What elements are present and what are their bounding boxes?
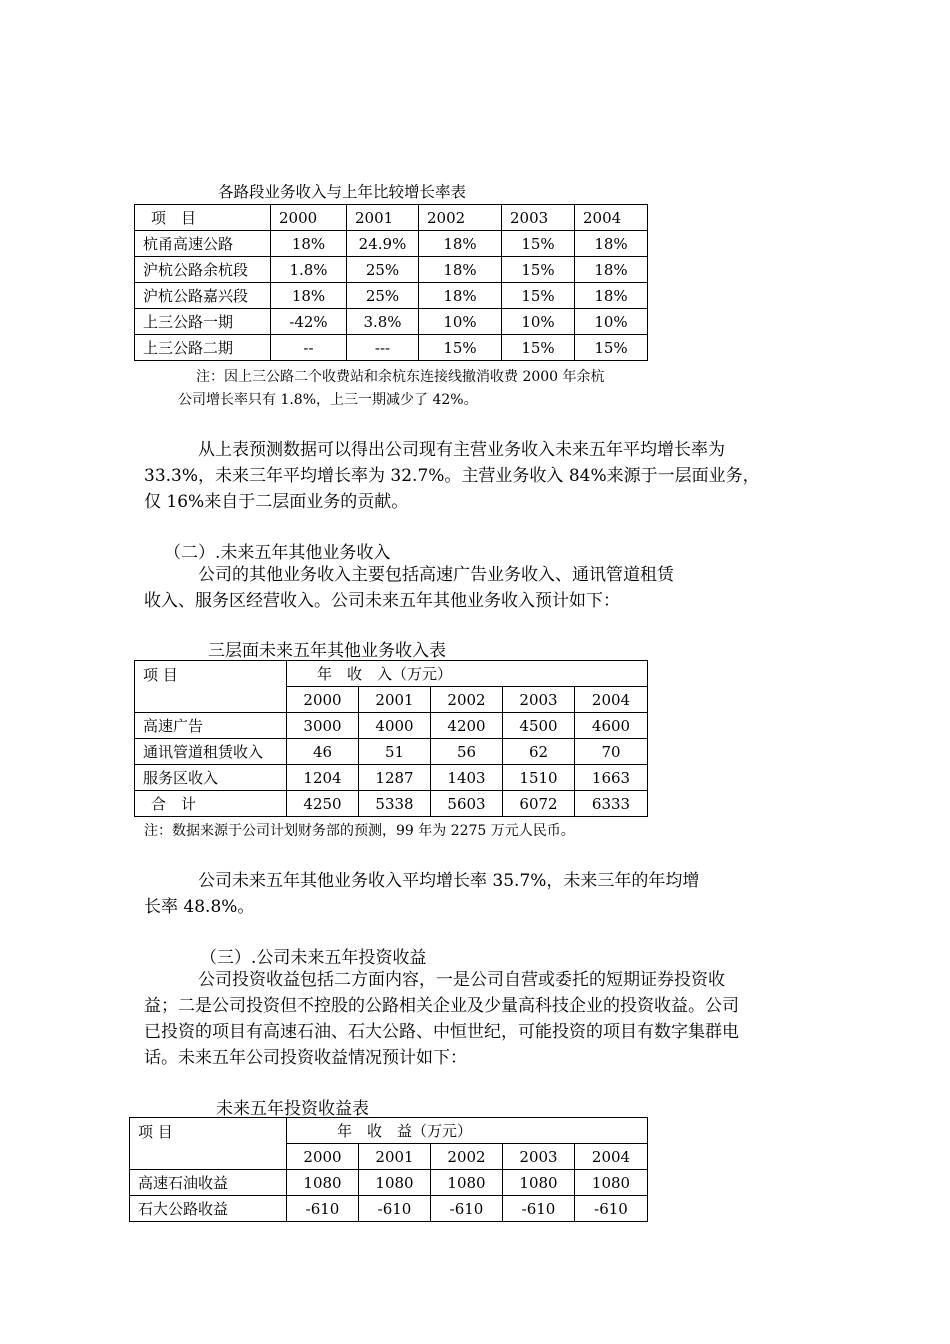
table-cell: 10% bbox=[419, 309, 502, 335]
section2-paragraph-line1: 公司的其他业务收入主要包括高速广告业务收入、通讯管道租赁 bbox=[198, 565, 674, 585]
year-header: 2004 bbox=[575, 687, 648, 713]
table2-note: 注：数据来源于公司计划财务部的预测，99 年为 2275 万元人民币。 bbox=[144, 823, 575, 839]
table-cell: 1080 bbox=[575, 1170, 648, 1196]
section2-heading: （二）.未来五年其他业务收入 bbox=[164, 543, 391, 563]
investment-income-table bbox=[129, 1117, 648, 1222]
table-header-row bbox=[135, 205, 648, 231]
table-cell: 18% bbox=[575, 257, 648, 283]
table-cell: 1080 bbox=[287, 1170, 359, 1196]
paragraph-1-line1: 从上表预测数据可以得出公司现有主营业务收入未来五年平均增长率为 bbox=[198, 440, 725, 460]
table-cell: 4000 bbox=[359, 713, 431, 739]
row-label: 合 计 bbox=[135, 791, 287, 817]
table1-title: 各路段业务收入与上年比较增长率表 bbox=[218, 183, 467, 201]
table-cell: 70 bbox=[575, 739, 648, 765]
table-cell: 4500 bbox=[503, 713, 575, 739]
table-row bbox=[130, 1170, 648, 1196]
table-cell: --- bbox=[347, 335, 419, 361]
table-row bbox=[135, 335, 648, 361]
row-label: 沪杭公路嘉兴段 bbox=[135, 283, 271, 309]
table-cell: 1080 bbox=[431, 1170, 503, 1196]
table-cell: 18% bbox=[271, 283, 347, 309]
section3-heading: （三）.公司未来五年投资收益 bbox=[200, 948, 427, 968]
paragraph-2-line2: 长率 48.8%。 bbox=[144, 897, 255, 917]
table-row bbox=[135, 765, 648, 791]
section3-paragraph-line2: 益；二是公司投资但不控股的公路相关企业及少量高科技企业的投资收益。公司 bbox=[144, 996, 739, 1016]
year-header: 2001 bbox=[359, 687, 431, 713]
table1-note-line1: 注：因上三公路二个收费站和余杭东连接线撤消收费 2000 年余杭 bbox=[196, 369, 605, 385]
table-cell: 1663 bbox=[575, 765, 648, 791]
table-cell: 62 bbox=[503, 739, 575, 765]
section3-paragraph-line3: 已投资的项目有高速石油、石大公路、中恒世纪，可能投资的项目有数字集群电 bbox=[144, 1022, 739, 1042]
table-cell: 1287 bbox=[359, 765, 431, 791]
table-cell: 4200 bbox=[431, 713, 503, 739]
table-cell: 18% bbox=[575, 283, 648, 309]
table-cell: -610 bbox=[575, 1196, 648, 1222]
header-cell: 2000 bbox=[271, 205, 347, 231]
table-cell: 4600 bbox=[575, 713, 648, 739]
item-header: 项 目 bbox=[135, 661, 287, 713]
table-cell: 15% bbox=[419, 335, 502, 361]
table-cell: 15% bbox=[502, 231, 575, 257]
table-cell: -610 bbox=[287, 1196, 359, 1222]
table-row bbox=[135, 739, 648, 765]
table-cell: 3.8% bbox=[347, 309, 419, 335]
row-label: 上三公路一期 bbox=[135, 309, 271, 335]
section3-paragraph-line1: 公司投资收益包括二方面内容，一是公司自营或委托的短期证券投资收 bbox=[198, 970, 725, 990]
table1-note-line2: 公司增长率只有 1.8%，上三一期减少了 42%。 bbox=[178, 392, 478, 408]
header-cell: 2001 bbox=[347, 205, 419, 231]
table-cell: 18% bbox=[575, 231, 648, 257]
table-header-row bbox=[135, 661, 648, 687]
table-cell: 1510 bbox=[503, 765, 575, 791]
growth-rate-table bbox=[134, 204, 648, 361]
year-header: 2003 bbox=[503, 1144, 575, 1170]
paragraph-1-line3: 仅 16%来自于二层面业务的贡献。 bbox=[144, 492, 409, 512]
table-cell: -610 bbox=[503, 1196, 575, 1222]
row-label: 高速广告 bbox=[135, 713, 287, 739]
table-cell: 1.8% bbox=[271, 257, 347, 283]
row-label: 石大公路收益 bbox=[130, 1196, 287, 1222]
table-cell: 1080 bbox=[359, 1170, 431, 1196]
row-label: 杭甬高速公路 bbox=[135, 231, 271, 257]
table-cell: 51 bbox=[359, 739, 431, 765]
year-header: 2004 bbox=[575, 1144, 648, 1170]
header-cell: 2003 bbox=[502, 205, 575, 231]
table-cell: 18% bbox=[419, 231, 502, 257]
table-cell: 25% bbox=[347, 257, 419, 283]
table-row bbox=[135, 231, 648, 257]
row-label: 高速石油收益 bbox=[130, 1170, 287, 1196]
row-label: 上三公路二期 bbox=[135, 335, 271, 361]
row-label: 通讯管道租赁收入 bbox=[135, 739, 287, 765]
year-header: 2003 bbox=[503, 687, 575, 713]
table-row bbox=[135, 283, 648, 309]
year-header: 2002 bbox=[431, 687, 503, 713]
section2-paragraph-line2: 收入、服务区经营收入。公司未来五年其他业务收入预计如下： bbox=[144, 591, 620, 611]
table-cell: 10% bbox=[575, 309, 648, 335]
table-cell: 25% bbox=[347, 283, 419, 309]
table-row bbox=[130, 1196, 648, 1222]
other-income-table bbox=[134, 660, 648, 817]
table-cell: 18% bbox=[271, 231, 347, 257]
table-cell: 15% bbox=[575, 335, 648, 361]
row-label: 服务区收入 bbox=[135, 765, 287, 791]
year-header: 2000 bbox=[287, 1144, 359, 1170]
paragraph-1-line2: 33.3%，未来三年平均增长率为 32.7%。主营业务收入 84%来源于一层面业务， bbox=[144, 466, 760, 486]
header-cell: 项 目 bbox=[135, 205, 271, 231]
table-cell: -610 bbox=[359, 1196, 431, 1222]
table-cell: 15% bbox=[502, 283, 575, 309]
table3-title: 未来五年投资收益表 bbox=[216, 1099, 369, 1119]
section3-paragraph-line4: 话。未来五年公司投资收益情况预计如下： bbox=[144, 1048, 467, 1068]
row-label: 沪杭公路余杭段 bbox=[135, 257, 271, 283]
table-cell: -42% bbox=[271, 309, 347, 335]
paragraph-2-line1: 公司未来五年其他业务收入平均增长率 35.7%，未来三年的年均增 bbox=[198, 871, 700, 891]
table2-title: 三层面未来五年其他业务收入表 bbox=[208, 641, 446, 661]
table-row bbox=[135, 309, 648, 335]
year-header: 2002 bbox=[431, 1144, 503, 1170]
table-cell: 56 bbox=[431, 739, 503, 765]
table-cell: -610 bbox=[431, 1196, 503, 1222]
table-cell: 10% bbox=[502, 309, 575, 335]
item-header: 项 目 bbox=[130, 1118, 287, 1170]
table-cell: 15% bbox=[502, 257, 575, 283]
table-cell: 1080 bbox=[503, 1170, 575, 1196]
table-cell: 6333 bbox=[575, 791, 648, 817]
table-cell: 5603 bbox=[431, 791, 503, 817]
table-row bbox=[135, 257, 648, 283]
header-cell: 2002 bbox=[419, 205, 502, 231]
header-cell: 2004 bbox=[575, 205, 648, 231]
table-header-row bbox=[130, 1118, 648, 1144]
table-cell: 15% bbox=[502, 335, 575, 361]
year-header: 2001 bbox=[359, 1144, 431, 1170]
table-cell: 46 bbox=[287, 739, 359, 765]
table-total-row bbox=[135, 791, 648, 817]
table-cell: 18% bbox=[419, 257, 502, 283]
group-header: 年 收 益（万元） bbox=[287, 1118, 648, 1144]
group-header: 年 收 入（万元） bbox=[287, 661, 648, 687]
table-cell: -- bbox=[271, 335, 347, 361]
table-row bbox=[135, 713, 648, 739]
table-cell: 18% bbox=[419, 283, 502, 309]
table-cell: 6072 bbox=[503, 791, 575, 817]
year-header: 2000 bbox=[287, 687, 359, 713]
table-cell: 4250 bbox=[287, 791, 359, 817]
table-cell: 24.9% bbox=[347, 231, 419, 257]
table-cell: 5338 bbox=[359, 791, 431, 817]
table-cell: 1204 bbox=[287, 765, 359, 791]
table-cell: 1403 bbox=[431, 765, 503, 791]
table-cell: 3000 bbox=[287, 713, 359, 739]
